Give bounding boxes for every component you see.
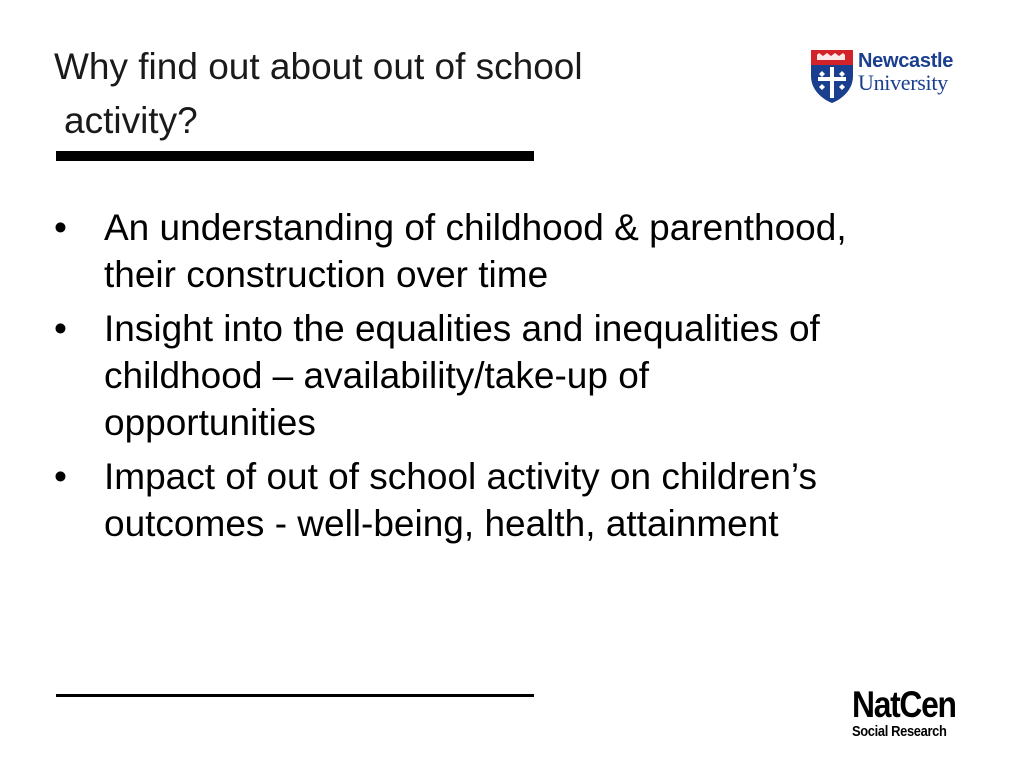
bullet-line: Impact of out of school activity on children’s — [104, 456, 817, 497]
footer-divider — [56, 694, 534, 697]
bullet-line: An understanding of childhood & parenthood, — [104, 207, 847, 248]
bullet-line: opportunities — [104, 402, 316, 443]
newcastle-wordmark-line2: University — [858, 70, 948, 95]
bullet-item-1 — [50, 204, 990, 298]
bullet-line: childhood – availability/take-up of — [104, 355, 650, 396]
natcen-logo — [852, 686, 982, 740]
slide-title — [54, 40, 754, 148]
newcastle-university-logo — [809, 48, 973, 106]
title-line-2: activity? — [64, 100, 198, 141]
bullet-line: outcomes - well-being, health, attainment — [104, 503, 779, 544]
title-underline — [56, 151, 534, 161]
newcastle-wordmark — [858, 50, 953, 94]
bullet-marker: • — [54, 308, 67, 349]
bullet-item-3 — [50, 453, 990, 547]
bullet-marker: • — [54, 456, 67, 497]
title-line-1: Why find out about out of school — [54, 46, 583, 87]
bullet-marker: • — [54, 207, 67, 248]
university-shield-icon — [809, 48, 855, 104]
bullet-line: their construction over time — [104, 254, 549, 295]
bullet-line: Insight into the equalities and inequalities of — [104, 308, 820, 349]
newcastle-wordmark-line1: Newcastle — [858, 50, 954, 72]
natcen-tagline: Social Research — [852, 723, 947, 740]
bullet-item-2 — [50, 305, 990, 446]
bullet-list — [50, 204, 990, 554]
natcen-wordmark: NatCen — [852, 684, 956, 725]
